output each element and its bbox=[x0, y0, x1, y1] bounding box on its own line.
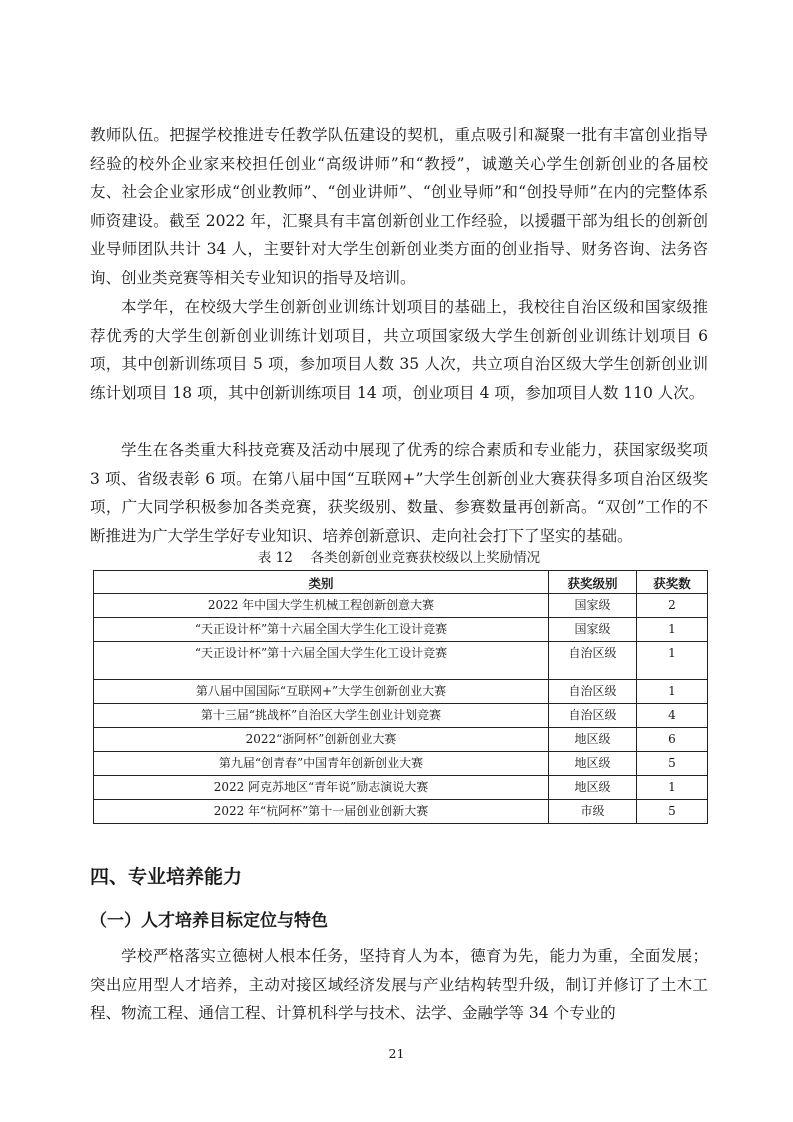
cell-category: 2022“浙阿杯”创新创业大赛 bbox=[94, 728, 549, 752]
cell-count: 5 bbox=[637, 752, 708, 776]
cell-category: 第八届中国国际“互联网+”大学生创新创业大赛 bbox=[94, 680, 549, 704]
cell-count: 4 bbox=[637, 704, 708, 728]
cell-count: 1 bbox=[637, 618, 708, 642]
body-paragraph-2: 本学年，在校级大学生创新创业训练计划项目的基础上，我校往自治区级和国家级推荐优秀的大学生创新创业训练计划项目，共立项国家级大学生创新创业训练计划项目 6 项，其中创新训练项目 5 项，参加项目人数 35 人次，共立项自治区级大学生创新创业训练计划项目 18 项，其中创新训练项目 14 项，创业项目 4 项，参加项目人数 110 人次。 bbox=[90, 298, 708, 402]
table-row bbox=[94, 594, 708, 618]
cell-level: 自治区级 bbox=[549, 680, 637, 704]
header-award-count: 获奖数 bbox=[637, 571, 708, 594]
cell-count: 5 bbox=[637, 800, 708, 824]
cell-category: 第九届“创青春”中国青年创新创业大赛 bbox=[94, 752, 549, 776]
cell-count: 1 bbox=[637, 642, 708, 680]
cell-category: 2022 年“杭阿杯”第十一届创业创新大赛 bbox=[94, 800, 549, 824]
cell-category: 第十三届“挑战杯”自治区大学生创业计划竞赛 bbox=[94, 704, 549, 728]
cell-level: 国家级 bbox=[549, 618, 637, 642]
cell-level: 地区级 bbox=[549, 728, 637, 752]
table-row bbox=[94, 680, 708, 704]
cell-level: 地区级 bbox=[549, 776, 637, 800]
cell-level: 自治区级 bbox=[549, 642, 637, 680]
cell-count: 1 bbox=[637, 680, 708, 704]
body-paragraph-1: 教师队伍。把握学校推进专任教学队伍建设的契机，重点吸引和凝聚一批有丰富创业指导经验的校外企业家来校担任创业“高级讲师”和“教授”，诚邀关心学生创新创业的各届校友、社会企业家形成“创业教师”、“创业讲师”、“创业导师”和“创投导师”在内的完整体系师资建设。截至 2022 年，汇聚具有丰富创新创业工作经验，以援疆干部为组长的创新创业导师团队共计 34 人，主要针对大学生创新创业类方面的创业指导、财务咨询、法务咨询、创业类竞赛等相关专业知识的指导及培训。 bbox=[90, 126, 708, 287]
page-number: 21 bbox=[388, 1046, 405, 1061]
table-caption: 表 12 各类创新创业竞赛获校级以上奖励情况 bbox=[257, 550, 541, 566]
cell-category: “天正设计杯”第十六届全国大学生化工设计竞赛 bbox=[94, 618, 549, 642]
cell-level: 国家级 bbox=[549, 594, 637, 618]
cell-level: 市级 bbox=[549, 800, 637, 824]
awards-table bbox=[93, 570, 708, 824]
cell-count: 2 bbox=[637, 594, 708, 618]
table-row bbox=[94, 800, 708, 824]
table-row bbox=[94, 642, 708, 680]
cell-category: “天正设计杯”第十六届全国大学生化工设计竞赛 bbox=[94, 642, 549, 680]
header-award-level: 获奖级别 bbox=[549, 571, 637, 594]
table-row bbox=[94, 618, 708, 642]
cell-count: 1 bbox=[637, 776, 708, 800]
cell-level: 地区级 bbox=[549, 752, 637, 776]
table-header-row bbox=[94, 571, 708, 594]
table-row bbox=[94, 728, 708, 752]
table-row bbox=[94, 704, 708, 728]
closing-paragraph: 学校严格落实立德树人根本任务，坚持育人为本，德育为先，能力为重，全面发展；突出应用型人才培养，主动对接区域经济发展与产业结构转型升级，制订并修订了土木工程、物流工程、通信工程、计算机科学与技术、法学、金融学等 34 个专业的 bbox=[90, 947, 708, 1022]
cell-category: 2022 阿克苏地区“青年说”励志演说大赛 bbox=[94, 776, 549, 800]
section-heading: 四、专业培养能力 bbox=[90, 866, 243, 888]
body-paragraph-3: 学生在各类重大科技竞赛及活动中展现了优秀的综合素质和专业能力，获国家级奖项 3 项、省级表彰 6 项。在第八届中国“互联网+”大学生创新创业大赛获得多项自治区级奖项，广大同学积极参加各类竞赛，获奖级别、数量、参赛数量再创新高。“双创”工作的不断推进为广大学生学好专业知识、培养创新意识、走向社会打下了坚实的基础。 bbox=[90, 441, 708, 545]
cell-level: 自治区级 bbox=[549, 704, 637, 728]
cell-category: 2022 年中国大学生机械工程创新创意大赛 bbox=[94, 594, 549, 618]
cell-count: 6 bbox=[637, 728, 708, 752]
subsection-heading: （一）人才培养目标定位与特色 bbox=[90, 911, 328, 931]
header-category: 类别 bbox=[94, 571, 549, 594]
table-row bbox=[94, 776, 708, 800]
table-row bbox=[94, 752, 708, 776]
